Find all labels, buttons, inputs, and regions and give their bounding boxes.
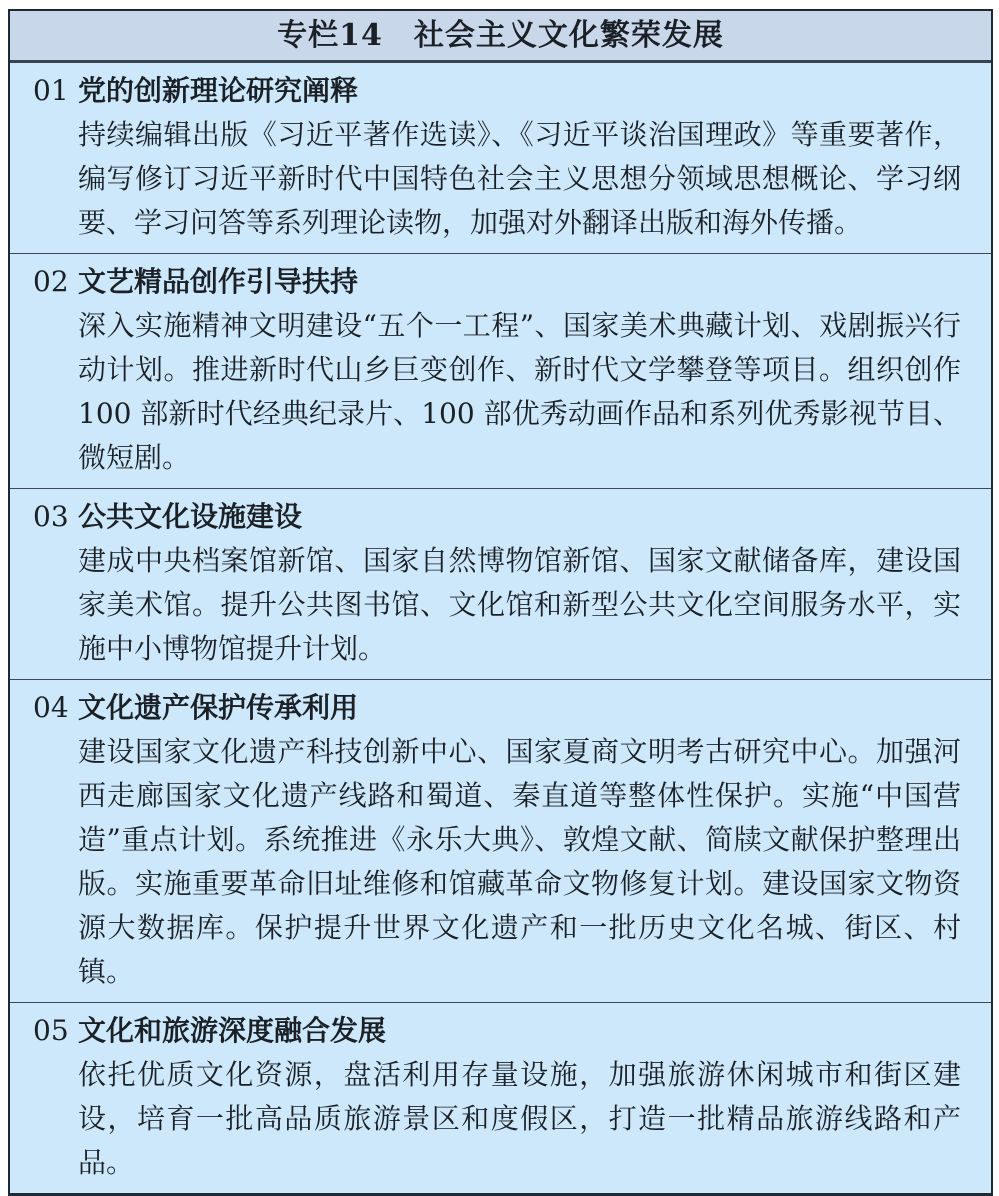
section-body: 建设国家文化遗产科技创新中心、国家夏商文明考古研究中心。加强河西走廊国家文化遗产线路和蜀道、秦直道等整体性保护。实施“中国营造”重点计划。系统推进《永乐大典》、敦煌文献、简牍文献保护整理出版。实施重要革命旧址维修和馆藏革命文物修复计划。建设国家文物资源大数据库。保护提升世界文化遗产和一批历史文化名城、街区、村镇。 — [78, 735, 961, 988]
section-content — [78, 69, 961, 245]
section-05 — [10, 1002, 991, 1193]
section-04 — [10, 679, 991, 1002]
panel-header — [10, 11, 991, 63]
section-title: 文化和旅游深度融合发展 — [78, 1014, 387, 1047]
section-number: 05 — [33, 1014, 69, 1047]
section-02 — [10, 253, 991, 488]
policy-box-column-14 — [8, 9, 993, 1196]
section-number: 02 — [33, 265, 69, 298]
section-01 — [10, 63, 991, 253]
section-title: 公共文化设施建设 — [78, 500, 303, 533]
section-title: 文化遗产保护传承利用 — [78, 691, 359, 724]
section-03 — [10, 488, 991, 679]
section-body: 建成中央档案馆新馆、国家自然博物馆新馆、国家文献储备库，建设国家美术馆。提升公共图书馆、文化馆和新型公共文化空间服务水平，实施中小博物馆提升计划。 — [78, 544, 961, 665]
section-title: 党的创新理论研究阐释 — [78, 74, 359, 107]
section-content — [78, 260, 961, 480]
section-title: 文艺精品创作引导扶持 — [78, 265, 359, 298]
section-content — [78, 686, 961, 994]
section-body: 依托优质文化资源，盘活利用存量设施，加强旅游休闲城市和街区建设，培育一批高品质旅游景区和度假区，打造一批精品旅游线路和产品。 — [78, 1058, 961, 1179]
section-content — [78, 495, 961, 671]
section-number: 04 — [33, 691, 69, 724]
section-body: 持续编辑出版《习近平著作选读》、《习近平谈治国理政》等重要著作，编写修订习近平新时代中国特色社会主义思想分领域思想概论、学习纲要、学习问答等系列理论读物，加强对外翻译出版和海外传播。 — [78, 118, 961, 239]
section-number: 03 — [33, 500, 69, 533]
panel-title: 专栏14 社会主义文化繁荣发展 — [277, 17, 724, 53]
section-number: 01 — [33, 74, 69, 107]
section-body: 深入实施精神文明建设“五个一工程”、国家美术典藏计划、戏剧振兴行动计划。推进新时代山乡巨变创作、新时代文学攀登等项目。组织创作 100 部新时代经典纪录片、100 部优秀动画作品和系列优秀影视节目、微短剧。 — [78, 309, 961, 474]
section-content — [78, 1009, 961, 1185]
